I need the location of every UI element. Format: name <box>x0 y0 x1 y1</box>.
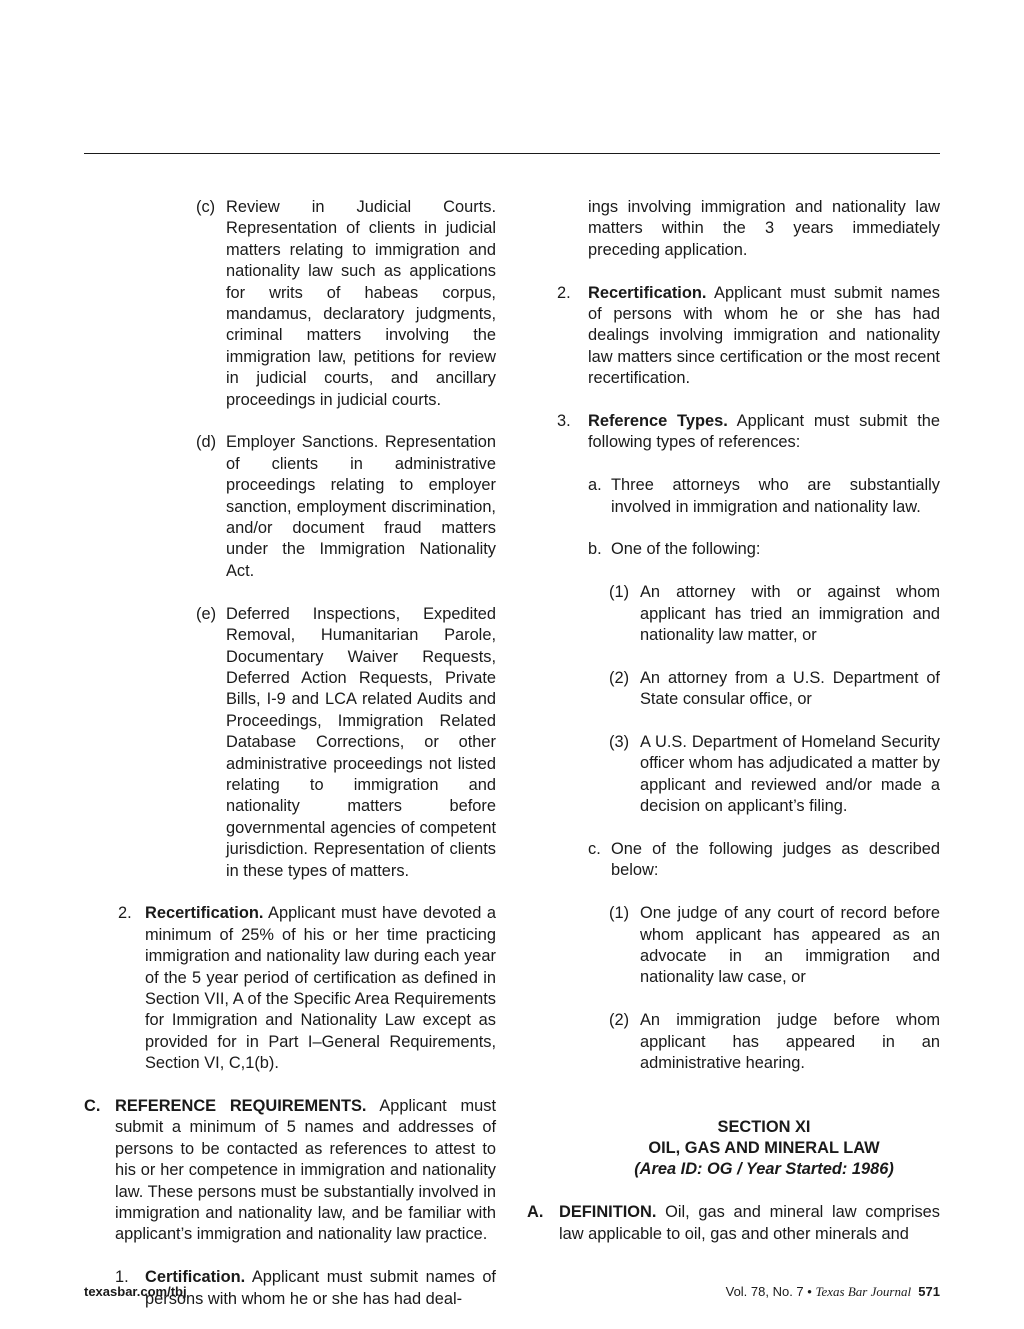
item-label: 2. <box>557 283 571 302</box>
subitem-label: a. <box>588 476 602 495</box>
subitem-label: (1) <box>609 583 630 602</box>
section-number: SECTION XI <box>717 1117 811 1136</box>
subitem-text: One judge of any court of record before whom applicant has appeared as an advocate in an immigration and nationality law case, or <box>640 904 940 987</box>
subitem-c-2 <box>527 1010 940 1074</box>
section-label: C. <box>84 1097 101 1115</box>
subitem-b <box>527 539 940 560</box>
subitem-b-2 <box>527 668 940 711</box>
subitem-text: An attorney from a U.S. Department of State consular office, or <box>640 668 940 709</box>
subitem-label: c. <box>588 840 601 859</box>
subitem-c <box>527 839 940 882</box>
item-heading: Reference Types. <box>588 412 728 431</box>
subitem-text: An immigration judge before whom applicant has appeared in an administrative hearing. <box>640 1011 940 1073</box>
footer-page-number: 571 <box>918 1284 940 1299</box>
section-heading-block <box>527 1117 940 1181</box>
section-heading: REFERENCE REQUIREMENTS. <box>115 1097 367 1115</box>
right-column <box>527 197 940 1245</box>
footer-journal: Texas Bar Journal <box>815 1284 912 1299</box>
item-label: 1. <box>115 1268 129 1287</box>
item-heading: Recertification. <box>588 283 707 302</box>
subitem-text: One of the following judges as described below: <box>611 840 940 880</box>
section-c-reference-requirements <box>84 1096 496 1246</box>
clause-label: (c) <box>196 198 216 216</box>
section-title: OIL, GAS AND MINERAL LAW <box>648 1138 880 1157</box>
item-label: 3. <box>557 412 571 431</box>
item-heading: Recertification. <box>145 904 264 923</box>
item-2-recertification <box>527 283 940 390</box>
footer-citation <box>726 1284 940 1300</box>
subitem-b-3 <box>527 732 940 818</box>
subitem-b-1 <box>527 582 940 646</box>
item-text: Applicant must submit names of persons with whom he or she has had dealings involving immigration and nationality law matters since certification or the most recent recertification. <box>588 283 940 388</box>
item-text: Applicant must have devoted a minimum of 25% of his or her time practicing immigration and nationality law during each year of the 5 year period of certification as defined in Section VII, A of the Specific Area Requirements for Immigration and Nationality Law except as provided for in Part I–General Requirements, Section VI, C,1(b). <box>145 904 496 1073</box>
subitem-label: (1) <box>609 904 630 923</box>
item-label: 2. <box>118 904 132 923</box>
left-column <box>84 197 496 1310</box>
clause-text: Review in Judicial Courts. Representation of clients in judicial matters relating to immigration and nationality law such as applications for writs of habeas corpus, mandamus, declaratory judgments, criminal matters involving the immigration law, petitions for review in judicial courts, and ancillary proceedings in judicial courts. <box>226 198 496 409</box>
definition-heading: DEFINITION. <box>559 1203 657 1222</box>
clause-c <box>84 197 496 411</box>
definition-text: Oil, gas and mineral law comprises law applicable to oil, gas and other minerals and <box>559 1203 940 1243</box>
clause-e <box>84 604 496 882</box>
header-rule <box>84 153 940 154</box>
definition-a <box>527 1202 940 1245</box>
footer-volume: Vol. 78, No. 7 <box>725 1284 804 1299</box>
item-text: Applicant must submit names of persons with whom he or she has had deal- <box>145 1268 496 1308</box>
subitem-text: Three attorneys who are substantially involved in immigration and nationality law. <box>611 476 940 516</box>
subitem-text: An attorney with or against whom applicant has tried an immigration and nationality law matter, or <box>640 583 940 645</box>
clause-text: Employer Sanctions. Representation of clients in administrative proceedings relating to employer sanction, employment discrimination, and/or document fraud matters under the Immigration Nationality Act. <box>226 433 496 580</box>
clause-label: (d) <box>196 433 217 452</box>
subitem-label: b. <box>588 540 602 559</box>
subitem-text: A U.S. Department of Homeland Security officer whom has adjudicated a matter by applicant and reviewed and/or made a decision on applicant’s filing. <box>640 733 940 816</box>
clause-text: Deferred Inspections, Expedited Removal, Humanitarian Parole, Documentary Waiver Requests, Deferred Action Requests, Private Bills, I-9 and LCA related Audits and Proceedings, Immigration Related Database Corrections, or other administrative proceedings not listed relating to immigration and nationality matters before governmental agencies of competent jurisdiction. Representation of clients in these types of matters. <box>226 604 496 880</box>
section-area-id: (Area ID: OG / Year Started: 1986) <box>634 1160 894 1179</box>
continuation <box>527 197 940 261</box>
continuation-text: ings involving immigration and nationality law matters within the 3 years immediately preceding application. <box>588 198 940 259</box>
subitem-label: (2) <box>609 668 630 687</box>
footer-site-link[interactable]: texasbar.com/tbj <box>84 1284 187 1299</box>
clause-d <box>84 432 496 582</box>
section-text: Applicant must submit a minimum of 5 names and addresses of persons to be contacted as references to attest to his or her competence in immigration and nationality law. These persons must be substantially involved in immigration and nationality law, and be familiar with applicant’s immigration and nationality law practice. <box>115 1097 497 1244</box>
subitem-label: (3) <box>609 733 630 752</box>
footer-bullet: • <box>807 1284 812 1299</box>
subitem-label: (2) <box>609 1011 630 1030</box>
item-heading: Certification. <box>145 1268 246 1287</box>
item-3-reference-types <box>527 411 940 454</box>
subitem-c-1 <box>527 903 940 989</box>
clause-label: (e) <box>196 604 217 623</box>
subitem-text: One of the following: <box>611 540 761 559</box>
definition-label: A. <box>527 1203 544 1222</box>
subitem-a <box>527 475 940 518</box>
item-2-recertification <box>84 903 496 1074</box>
item-text: Applicant must submit the following types of references: <box>588 412 941 452</box>
